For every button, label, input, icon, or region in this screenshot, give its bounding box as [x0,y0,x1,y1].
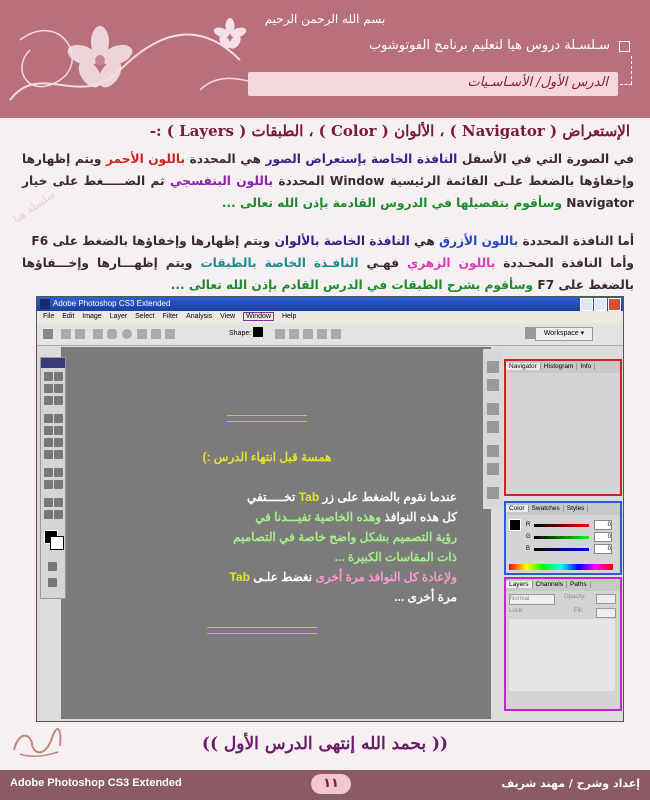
text: ويتم إظهارها وإخفاؤها بالضغط علـى القائمة الرئيسية Window المحددة [22,152,635,188]
layer-action-icons[interactable] [509,698,615,706]
slider-g[interactable] [534,536,589,539]
panel-icon[interactable] [487,421,499,433]
input-g[interactable]: 0 [594,532,612,542]
whisper-title: همسة قبل انتهاء الدرس :) [202,450,332,464]
fg-color-swatch[interactable] [509,519,521,531]
watermark-icon: سلسلة هيا [10,187,58,226]
text: ثم الضـــــغط على خيار Navigator [22,174,634,210]
type-tool-icon[interactable] [54,468,63,477]
history-brush-icon[interactable] [54,426,63,435]
text: عندما نقوم بالضغط على زر [319,490,457,504]
text: هي [409,234,440,248]
fill-label: Fill: [574,608,584,614]
panel-icon[interactable] [487,379,499,391]
text: وأما النافذة المحـددة [495,256,634,270]
tab-channels[interactable]: Channels [533,581,567,588]
menu-help[interactable]: Help [281,313,297,320]
shape-label: Shape: [229,330,252,337]
paragraph-color-layers [22,230,634,296]
collapsed-panels-strip [483,349,503,509]
whisper-text [187,487,457,607]
text: أما النافذة المحددة [518,234,634,248]
panel-icon[interactable] [487,361,499,373]
text: كل هذه النوافذ [381,510,457,524]
footer-bar [0,770,650,800]
text-teal: النافـذة الخاصة بالطبقات [200,256,359,270]
text: نغضط علـى [249,570,316,584]
heal-tool-icon[interactable] [44,414,53,423]
text-violet: باللون البنفسجي [169,174,274,188]
section-title: الإستعراض ( Navigator ) ، الألوان ( Color ) ، الطبقات ( Layers ) :- [149,122,630,140]
menu-analysis[interactable]: Analysis [186,313,213,320]
screen-mode-icon[interactable] [48,578,57,587]
panel-icon[interactable] [487,487,499,499]
text-pink: باللون الزهري [407,256,496,270]
navigator-panel [504,359,622,496]
combine-mode-icons[interactable] [273,327,363,341]
lesson-end-text: (( بحمد الله إنتهى الدرس الأول )) [201,734,449,754]
panel-icon[interactable] [487,445,499,457]
channel-b-label: B [526,546,531,552]
ps-logo-icon [41,358,65,368]
menu-file[interactable]: File [43,313,55,320]
text: فهـي [358,256,408,270]
series-title: سـلسـلة دروس هيا لتعليم برنامج الفوتوشوب [368,38,610,53]
slider-r[interactable] [534,524,589,527]
layers-tabs [506,579,620,591]
footer-software: Adobe Photoshop CS3 Extended [10,777,182,789]
menu-bar [37,311,623,323]
input-r[interactable]: 0 [594,520,612,530]
tab-swatches[interactable]: Swatches [529,505,564,512]
header-banner [0,0,650,118]
menu-edit[interactable]: Edit [62,313,75,320]
tab-histogram[interactable]: Histogram [541,363,578,370]
panel-icon[interactable] [487,403,499,415]
text-highlight: النافذة الخاصة بالألوان [274,234,410,248]
text-green: وهذه الخاصية تفيـــدنا في [255,510,382,524]
lock-label: Lock: [509,608,524,614]
move-tool-icon[interactable] [44,372,53,381]
stamp-tool-icon[interactable] [44,426,53,435]
text: ويتم إظهـــارها وإخـــفاؤها بالضغط على F7 [22,256,634,292]
brush-tool-icon[interactable] [54,414,63,423]
opacity-input[interactable] [596,594,616,604]
wand-tool-icon[interactable] [54,384,63,393]
menu-layer[interactable]: Layer [109,313,128,320]
crop-tool-icon[interactable] [44,396,53,405]
layers-list[interactable] [509,619,615,691]
dashed-divider [631,56,632,84]
lesson-label-bar [248,72,618,96]
marquee-tool-icon[interactable] [54,372,63,381]
photoshop-icon [40,299,50,309]
text-green: ذات المقاسات الكبيرة ... [334,550,457,564]
signature-logo-icon [6,722,66,762]
lesson-label: الدرس الأول/ الأسـاسـيات [467,75,608,90]
tab-styles[interactable]: Styles [564,505,589,512]
dodge-tool-icon[interactable] [54,450,63,459]
text-yellow: Tab [298,490,320,504]
channel-g-label: G [526,534,531,540]
menu-window[interactable]: Window [243,312,274,321]
menu-image[interactable]: Image [82,313,102,320]
text-highlight: النافذة الخاصة بإستعراض الصور [265,152,458,166]
window-titlebar [37,297,623,311]
slider-b[interactable] [534,548,589,551]
shape-tool-icon[interactable] [54,480,63,489]
color-panel [504,501,622,575]
input-b[interactable]: 0 [594,544,612,554]
color-tabs [506,503,620,515]
paragraph-navigator [22,148,634,214]
maximize-button[interactable] [594,298,607,311]
workspace-dropdown[interactable]: Workspace ▾ [535,327,593,341]
dashed-divider [620,84,632,85]
opacity-label: Opacity: [564,594,587,600]
gradient-tool-icon[interactable] [54,438,63,447]
text-green: رؤية التصميم بشكل واضح خاصة في التصاميم [233,530,457,544]
background-color-swatch[interactable] [50,536,64,550]
lasso-tool-icon[interactable] [44,384,53,393]
bismillah-text: بسم الله الرحمن الرحيم [264,12,386,26]
tab-paths[interactable]: Paths [567,581,591,588]
blend-mode-value: Normal [510,596,530,602]
options-bar [37,323,623,346]
channel-r-label: R [526,522,531,528]
shape-swatch[interactable] [253,327,263,337]
tab-color[interactable]: Color [506,505,529,512]
shape-tool-icons[interactable] [41,327,241,341]
text-green: وسأقوم بشرح الطبقات في الدرس القادم بإذن الله تعالى ... [170,278,534,292]
navigator-tabs [506,361,620,373]
menu-view[interactable]: View [220,313,236,320]
color-sliders [526,519,616,555]
color-ramp[interactable] [509,564,613,570]
minimize-button[interactable] [580,298,593,311]
tab-navigator[interactable]: Navigator [506,363,541,370]
eraser-tool-icon[interactable] [44,438,53,447]
pen-tool-icon[interactable] [44,468,53,477]
panel-icon[interactable] [487,463,499,475]
slice-tool-icon[interactable] [54,396,63,405]
text-green: وسأقوم بتفصيلها في الدروس القادمة بإذن الله تعالى ... [221,196,563,210]
workspace-label: Workspace [543,330,579,337]
notes-tool-icon[interactable] [44,498,53,507]
text-pink: ولإعادة كل النوافذ مرة أخرى [315,570,457,584]
text: مرة أخرى ... [394,590,457,604]
tab-layers[interactable]: Layers [506,581,533,588]
tab-info[interactable]: Info [577,363,595,370]
text: هي المحددة [185,152,266,166]
quickmask-icon[interactable] [48,562,57,571]
decor-line [227,415,307,416]
blend-mode-dropdown[interactable] [509,594,555,605]
window-title: Adobe Photoshop CS3 Extended [53,299,171,308]
menu-select[interactable]: Select [135,313,155,320]
layers-panel [504,577,622,711]
path-select-icon[interactable] [44,480,53,489]
close-button[interactable] [608,298,621,311]
page-number: ١١ [311,774,351,794]
footer-author: إعداد وشرح / مهند شريف [501,777,640,790]
blur-tool-icon[interactable] [44,450,53,459]
text-red: باللون الأحمر [106,152,186,166]
text-blue: باللون الأزرق [439,234,519,248]
text-yellow: Tab [229,570,250,584]
fill-input[interactable] [596,608,616,618]
decor-line [207,633,317,634]
text: تخـــــتفي [247,490,299,504]
menu-filter[interactable]: Filter [162,313,179,320]
photoshop-screenshot [36,296,624,722]
decor-line [207,627,317,628]
decor-line [227,421,307,422]
text: ويتم إظهارها وإخفاؤها بالضغط على F6 [31,234,275,248]
eyedropper-tool-icon[interactable] [54,498,63,507]
text: في الصورة التي في الأسفل [457,152,634,166]
checkbox-icon [619,41,630,52]
hand-tool-icon[interactable] [44,510,53,519]
zoom-tool-icon[interactable] [54,510,63,519]
tools-panel [40,357,66,599]
